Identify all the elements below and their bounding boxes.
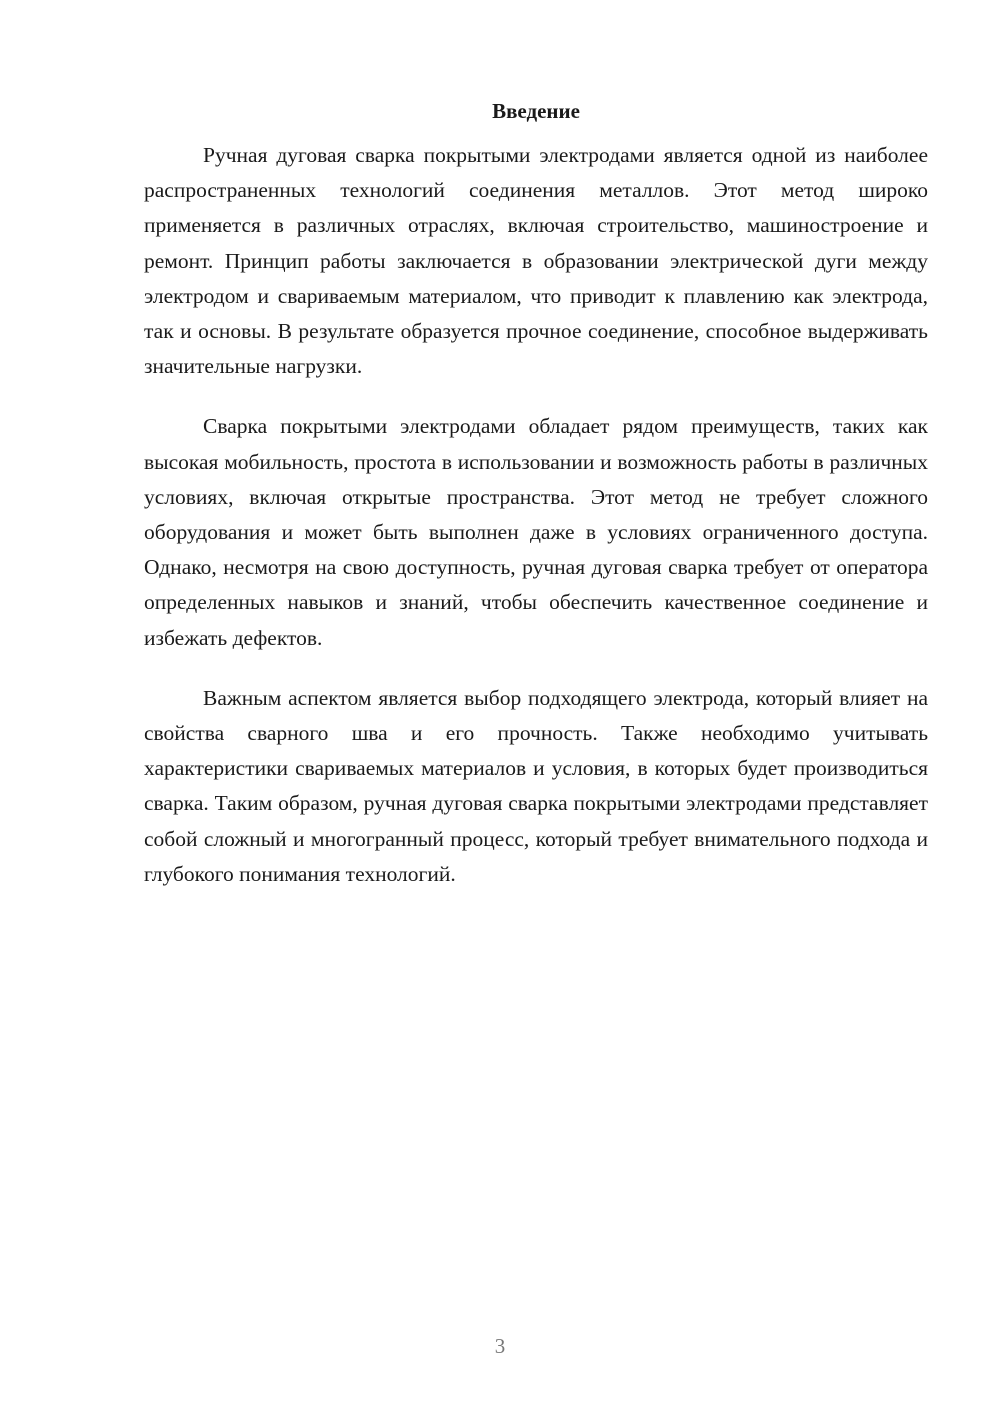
page-number: 3 [494, 1334, 506, 1358]
page-content [144, 96, 928, 917]
paragraph-2: Сварка покрытыми электродами обладает рядом преимуществ, таких как высокая мобильность, простота в использовании и возможность работы в различных условиях, включая открытые пространства. Этот метод не требует сложного оборудования и может быть выполнен даже в условиях ограниченного доступа. Однако, несмотря на свою доступность, ручная дуговая сварка требует от оператора определенных навыков и знаний, чтобы обеспечить качественное соединение и избежать дефектов. [144, 414, 928, 650]
paragraph-3: Важным аспектом является выбор подходящего электрода, который влияет на свойства сварного шва и его прочность. Также необходимо учитывать характеристики свариваемых материалов и условия, в которых будет производиться сварка. Таким образом, ручная дуговая сварка покрытыми электродами представляет собой сложный и многогранный процесс, который требует внимательного подхода и глубокого понимания технологий. [144, 685, 928, 886]
section-title: Введение [492, 99, 580, 123]
paragraph-1: Ручная дуговая сварка покрытыми электродами является одной из наиболее распространенных технологий соединения металлов. Этот метод широко применяется в различных отраслях, включая строительство, машиностроение и ремонт. Принцип работы заключается в образовании электрической дуги между электродом и свариваемым материалом, что приводит к плавлению как электрода, так и основы. В результате образуется прочное соединение, способное выдерживать значительные нагрузки. [144, 143, 928, 379]
